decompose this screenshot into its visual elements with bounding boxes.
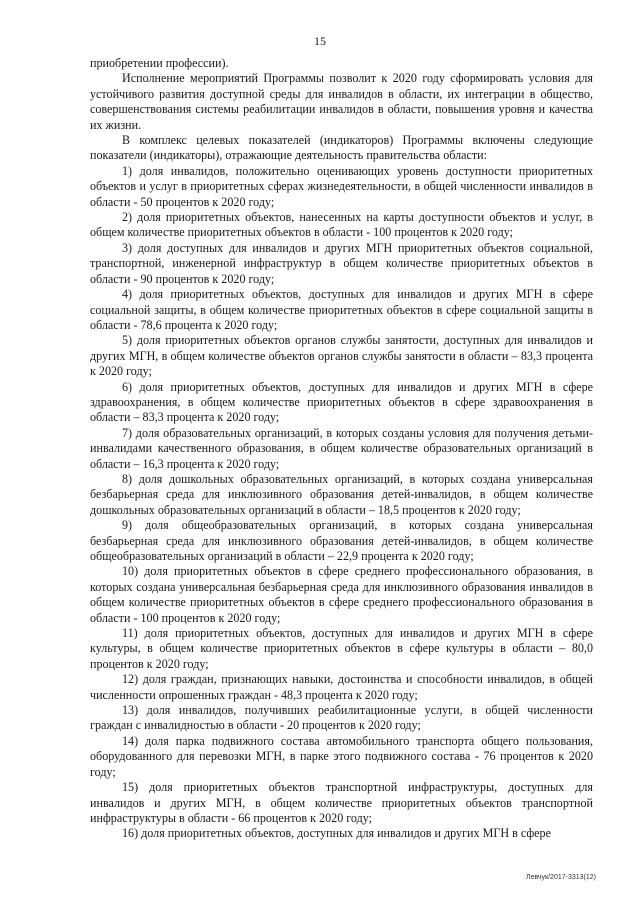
- indicator-item-16: 16) доля приоритетных объектов, доступных для инвалидов и других МГН в сфере: [122, 826, 551, 841]
- indicator-item-3: 3) доля доступных для инвалидов и других МГН приоритетных объектов социальной, транспортной, инженерной инфраструктур в общем количестве приоритетных объектов в области - 90 процентов к 2020 году;: [90, 240, 593, 286]
- indicator-item-15: 15) доля приоритетных объектов транспортной инфраструктуры, доступных для инвалидов и других МГН, в общем количестве приоритетных объектов транспортной инфраструктуры в области - 66 процентов к 2020 году;: [90, 780, 593, 825]
- indicator-item-5: 5) доля приоритетных объектов органов службы занятости, доступных для инвалидов и других МГН, в общем количестве объектов органов службы занятости в области – 83,3 процента к 2020 году;: [90, 333, 593, 379]
- paragraph-program-outcome: Исполнение мероприятий Программы позволит к 2020 году сформировать условия для устойчивого развития доступной среды для инвалидов в области, их интеграции в общество, совершенствования системы реабилитации инвалидов в области, повышения уровня и качества их жизни.: [90, 71, 593, 132]
- indicator-item-6: 6) доля приоритетных объектов, доступных для инвалидов и других МГН в сфере здравоохранения, в общем количестве приоритетных объектов в сфере здравоохранения в области – 83,3 процента к 2020 году;: [90, 379, 593, 425]
- indicator-item-13: 13) доля инвалидов, получивших реабилитационные услуги, в общей численности граждан с инвалидностью в области - 20 процентов к 2020 году;: [90, 703, 593, 733]
- body-text: [90, 56, 593, 842]
- indicator-item-1: 1) доля инвалидов, положительно оценивающих уровень доступности приоритетных объектов и услуг в приоритетных сферах жизнедеятельности, в общей численности инвалидов в области - 50 процентов к 2020 году;: [90, 163, 593, 209]
- indicator-item-7: 7) доля образовательных организаций, в которых созданы условия для получения детьми-инвалидами качественного образования, в общем количестве образовательных организаций в области – 16,3 процента к 2020 году;: [90, 425, 593, 471]
- indicator-item-2: 2) доля приоритетных объектов, нанесенных на карты доступности объектов и услуг, в общем количестве приоритетных объектов в области - 100 процентов к 2020 году;: [90, 210, 593, 240]
- indicator-item-14: 14) доля парка подвижного состава автомобильного транспорта общего пользования, оборудованного для перевозки МГН, в парке этого подвижного состава - 76 процентов к 2020 году;: [90, 733, 593, 779]
- indicator-item-12: 12) доля граждан, признающих навыки, достоинства и способности инвалидов, в общей численности опрошенных граждан - 48,3 процента к 2020 году;: [90, 672, 593, 702]
- paragraph-continuation: приобретении профессии).: [90, 56, 229, 70]
- document-footer-code: Левчук/2017-3313(12): [526, 874, 596, 881]
- page-number: 15: [314, 34, 326, 48]
- indicator-item-8: 8) доля дошкольных образовательных организаций, в которых создана универсальная безбарьерная среда для инклюзивного образования детей-инвалидов, в общем количестве дошкольных образовательных организаций в области – 18,5 процентов к 2020 году;: [90, 471, 593, 517]
- indicator-item-11: 11) доля приоритетных объектов, доступных для инвалидов и других МГН в сфере культуры, в общем количестве приоритетных объектов в сфере культуры в области – 80,0 процентов к 2020 году;: [90, 626, 593, 671]
- indicator-item-9: 9) доля общеобразовательных организаций, в которых создана универсальная безбарьерная среда для инклюзивного образования детей-инвалидов, в общем количестве общеобразовательных организаций в области – 22,9 процента к 2020 году;: [90, 518, 593, 563]
- indicator-item-10: 10) доля приоритетных объектов в сфере среднего профессионального образования, в которых создана универсальная безбарьерная среда для инклюзивного образования инвалидов в общем количестве приоритетных объектов в сфере среднего профессионального образования в области - 100 процентов к 2020 году;: [90, 564, 593, 625]
- indicator-item-4: 4) доля приоритетных объектов, доступных для инвалидов и других МГН в сфере социальной защиты, в общем количестве приоритетных объектов в сфере социальной защиты в области - 78,6 процента к 2020 году;: [90, 287, 593, 332]
- paragraph-indicators-intro: В комплекс целевых показателей (индикаторов) Программы включены следующие показатели (индикаторы), отражающие деятельность правительства области:: [90, 133, 593, 163]
